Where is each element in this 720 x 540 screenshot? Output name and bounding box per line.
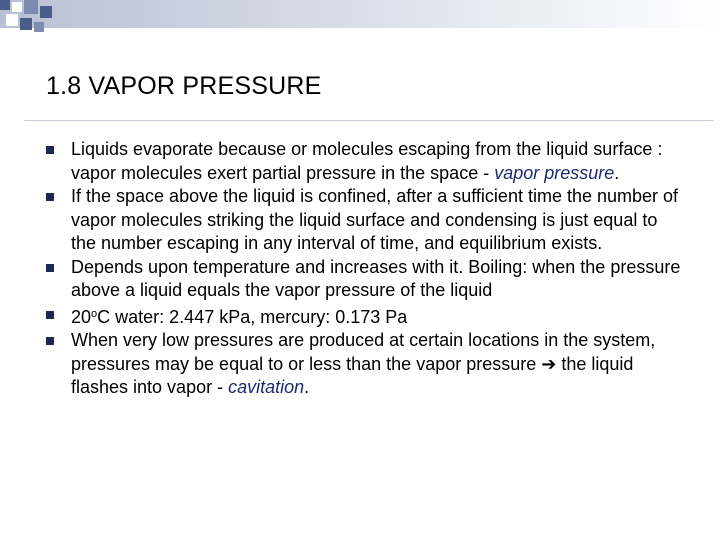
square-bullet-icon: [46, 337, 54, 345]
bullet-text: When very low pressures are produced at certain locations in the system, pressures may be equal to or less than the vapor pressure: [71, 330, 656, 374]
arrow-icon: ➔: [541, 353, 557, 374]
bullet-text: C water: 2.447 kPa, mercury: 0.173 Pa: [97, 306, 408, 327]
decor-square: [26, 32, 36, 42]
decor-square: [24, 0, 38, 14]
bullet-text-continued: the liquid flashes into vapor -: [71, 353, 634, 397]
decor-square: [12, 2, 22, 12]
bullet-tail: .: [614, 162, 620, 183]
decor-square: [40, 6, 52, 18]
header-decoration: [0, 0, 720, 48]
square-bullet-icon: [46, 264, 54, 272]
list-item: [46, 185, 686, 256]
list-item: [46, 256, 686, 303]
list-item: [46, 329, 686, 400]
emphasis-term: vapor pressure: [494, 162, 615, 183]
decor-square: [6, 14, 18, 26]
decor-square: [34, 22, 44, 32]
bullet-text: Depends upon temperature and increases with it. Boiling: when the pressure above a liquid equals the vapor pressure of the liquid: [71, 256, 681, 300]
list-item: [46, 303, 686, 330]
bullet-tail: .: [304, 377, 310, 397]
bullet-text: If the space above the liquid is confined, after a sufficient time the number of vapor molecules striking the liquid surface and condensing is just equal to the number escaping in any interval of time, and equilibrium exists.: [71, 186, 679, 253]
emphasis-term: cavitation: [228, 377, 305, 397]
header-gradient-strip: [0, 0, 720, 28]
decor-square: [20, 18, 32, 30]
square-bullet-icon: [46, 311, 54, 319]
list-item: [46, 138, 686, 185]
bullet-list: [46, 138, 686, 400]
slide-title: 1.8 VAPOR PRESSURE: [46, 72, 322, 100]
degree-superscript: o: [91, 307, 98, 320]
bullet-prefix: 20: [71, 306, 92, 327]
title-divider: [24, 120, 714, 121]
square-bullet-icon: [46, 193, 54, 201]
decor-square: [0, 0, 10, 10]
square-bullet-icon: [46, 146, 54, 154]
bullet-text: Liquids evaporate because or molecules escaping from the liquid surface : vapor molecules exert partial pressure in the space -: [71, 139, 663, 183]
